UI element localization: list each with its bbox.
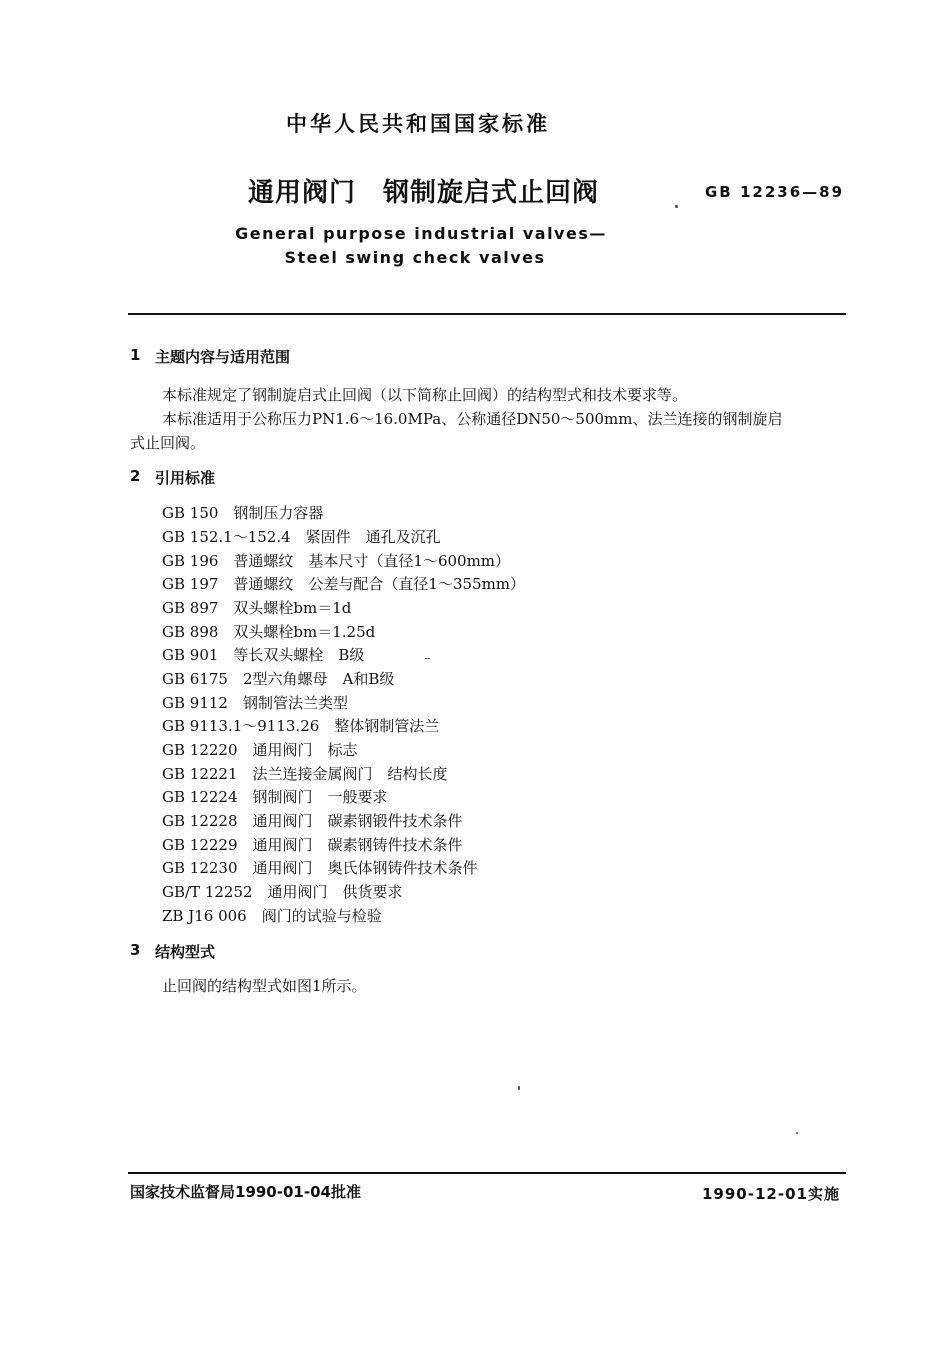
reference-item: GB 152.1～152.4 紧固件 通孔及沉孔	[162, 528, 441, 546]
section-1-number: 1	[130, 346, 141, 364]
footer-divider	[128, 1172, 846, 1174]
scan-speck	[518, 1086, 520, 1090]
reference-item: GB 12228 通用阀门 碳素钢锻件技术条件	[162, 812, 463, 830]
reference-item: GB 12229 通用阀门 碳素钢铸件技术条件	[162, 836, 463, 854]
section-1-paragraph-2-continued: 式止回阀。	[130, 434, 206, 452]
section-3-title: 结构型式	[155, 943, 216, 961]
section-1-paragraph-1: 本标准规定了钢制旋启式止回阀（以下简称止回阀）的结构型式和技术要求等。	[162, 386, 688, 404]
reference-item: GB 12220 通用阀门 标志	[162, 741, 358, 759]
scan-speck	[675, 205, 678, 208]
section-3-paragraph-1: 止回阀的结构型式如图1所示。	[162, 977, 367, 995]
scan-speck	[796, 1132, 798, 1134]
standard-number: GB 12236—89	[705, 183, 845, 201]
approval-date: 国家技术监督局1990-01-04批准	[130, 1183, 361, 1201]
title-english-line2: Steel swing check valves	[284, 248, 546, 267]
reference-item: GB 12224 钢制阀门 一般要求	[162, 788, 388, 806]
reference-item: GB 9112 钢制管法兰类型	[162, 694, 348, 712]
reference-item: GB 9113.1～9113.26 整体钢制管法兰	[162, 717, 440, 735]
reference-item: GB 6175 2型六角螺母 A和B级	[162, 670, 395, 688]
section-2-number: 2	[130, 467, 141, 485]
title-english-line1: General purpose industrial valves—	[235, 224, 607, 243]
title-chinese: 通用阀门 钢制旋启式止回阀	[248, 178, 600, 208]
effective-date: 1990-12-01实施	[702, 1185, 840, 1203]
reference-item: GB 897 双头螺栓bm＝1d	[162, 599, 352, 617]
reference-item: GB 196 普通螺纹 基本尺寸（直径1～600mm）	[162, 552, 511, 570]
issuing-authority: 中华人民共和国国家标准	[286, 111, 550, 136]
reference-item: ZB J16 006 阀门的试验与检验	[162, 907, 382, 925]
section-1-paragraph-2: 本标准适用于公称压力PN1.6～16.0MPa、公称通径DN50～500mm、法兰连接的钢制旋启	[162, 410, 783, 428]
reference-item: GB 898 双头螺栓bm＝1.25d	[162, 623, 376, 641]
header-divider	[128, 313, 846, 315]
reference-item: GB 12221 法兰连接金属阀门 结构长度	[162, 765, 448, 783]
reference-item: GB 197 普通螺纹 公差与配合（直径1～355mm）	[162, 575, 526, 593]
section-1-title: 主题内容与适用范围	[155, 348, 291, 366]
section-3-number: 3	[130, 941, 141, 959]
section-2-title: 引用标准	[155, 469, 216, 487]
reference-item: GB 150 钢制压力容器	[162, 504, 324, 522]
scan-speck	[425, 658, 430, 659]
reference-item: GB 901 等长双头螺栓 B级	[162, 646, 365, 664]
reference-item: GB 12230 通用阀门 奥氏体钢铸件技术条件	[162, 859, 478, 877]
reference-item: GB/T 12252 通用阀门 供货要求	[162, 883, 403, 901]
